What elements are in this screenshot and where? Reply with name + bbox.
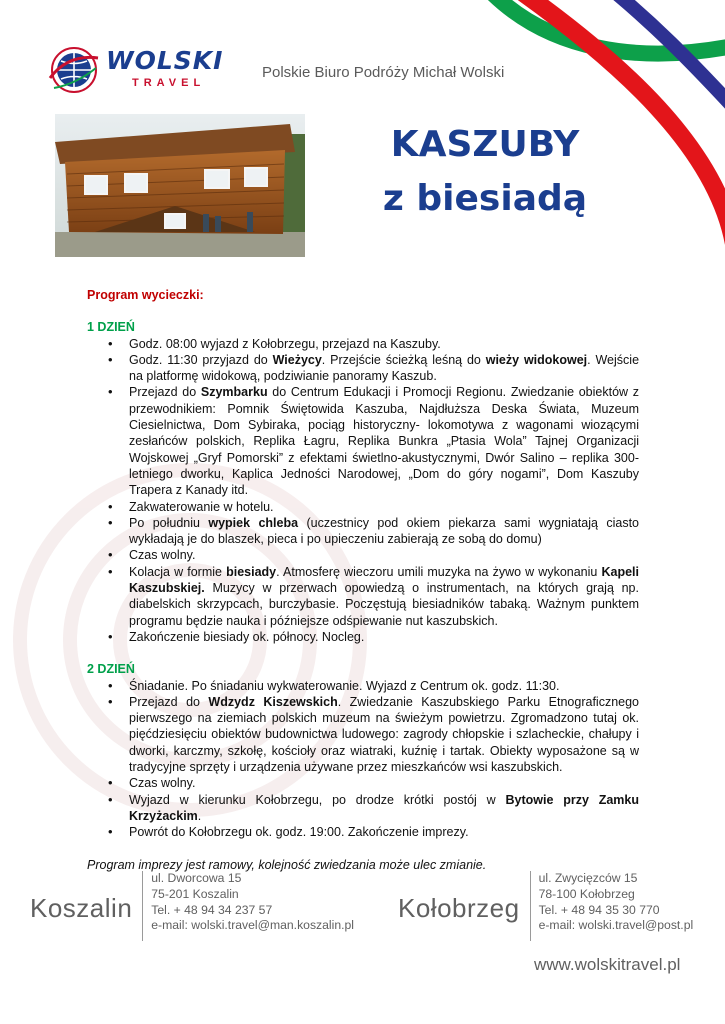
office-koszalin: [30, 871, 354, 941]
item-text: .: [197, 808, 202, 823]
program-content: [87, 287, 639, 873]
item-text: Muzycy w przerwach opowiedzą o instrumentach, na których grają np. diabelskich skrzypcach, burczybasie. Poczęstują biesiadników tabaką. Ważnym punktem programu będzie nauka i późniejsze odśpiewanie nut kaszubskich.: [129, 581, 639, 628]
trip-title: [300, 118, 670, 226]
agency-tagline: Polskie Biuro Podróży Michał Wolski: [262, 64, 505, 81]
globe-icon: [48, 44, 100, 96]
item-text: Śniadanie. Po śniadaniu wykwaterowanie. Wyjazd z Centrum ok. godz. 11:30.: [129, 678, 560, 693]
office-email: e-mail: wolski.travel@man.koszalin.pl: [151, 918, 354, 933]
day1-item: [87, 352, 639, 385]
day2-item: [87, 824, 639, 840]
item-text: do Centrum Edukacji i Promocji Regionu. Zwiedzanie obiektów z przewodnikiem: Pomnik Świętowida Kaszuba, Najdłuższa Deska Świata, Muzeum Ciesielnictwa, Dom Sybiraka, pociąg historyczny- lokomotywa z wagonami wiozącymi zesłańców polskich, Replika Łagru, Replika Bunkra „Ptasia Wola” Tajnej Organizacji Wojskowej „Gryf Pomorski” z efektami świetlno-akustycznymi, Dwór Salino – replika 300-letniego dworku, Kaplica Jedności Narodowej, „Dom do góry nogami”, Dom Kaszuby Trapera z Kanady itd.: [129, 385, 639, 498]
day1-item: [87, 629, 639, 645]
day1-heading: 1 DZIEŃ: [87, 320, 135, 335]
office-kolobrzeg: [398, 871, 693, 941]
bold-text: Bytowie przy Zamku Krzyżackim: [129, 792, 639, 823]
item-text: Przejazd do: [129, 385, 201, 400]
office-city: Kołobrzeg: [398, 893, 520, 923]
office-email: e-mail: wolski.travel@post.pl: [538, 918, 694, 933]
day2-heading: 2 DZIEŃ: [87, 662, 135, 677]
office-phone: Tel. + 48 94 35 30 770: [538, 902, 660, 917]
bold-text: biesiady: [226, 564, 277, 579]
bold-text: wypiek chleba: [208, 515, 299, 530]
item-text: Godz. 11:30 przyjazd do: [129, 352, 273, 367]
bold-text: Wdzydz Kiszewskich: [208, 694, 338, 709]
brand-logo: [48, 44, 238, 96]
item-text: . Wejście na platformę widokową, podziwianie panoramy Kaszub.: [129, 352, 640, 384]
bold-text: Szymbarku: [200, 385, 268, 400]
day1-item: [87, 384, 639, 498]
item-text: Po południu: [129, 515, 209, 530]
office-phone: Tel. + 48 94 34 237 57: [151, 902, 273, 917]
day2-item: [87, 792, 639, 825]
program-footnote: Program imprezy jest ramowy, kolejność zwiedzania może ulec zmianie.: [87, 857, 487, 872]
item-text: (uczestnicy pod okiem piekarza sami wygniatają ciasto wykładają je do blaszek, pieca i po upieczeniu zabierają ze sobą do domu): [129, 515, 639, 547]
office-address: [539, 871, 694, 934]
bold-text: Wieżycy: [272, 352, 322, 367]
office-street: ul. Zwycięzców 15: [538, 871, 638, 885]
office-postcode: 78-100 Kołobrzeg: [538, 886, 635, 901]
day1-item: [87, 499, 639, 515]
bold-text: wieży widokowej: [485, 352, 588, 367]
website-link[interactable]: www.wolskitravel.pl: [534, 955, 681, 974]
office-street: ul. Dworcowa 15: [151, 871, 242, 885]
office-divider: [530, 871, 531, 941]
item-text: Kolacja w formie: [129, 564, 227, 579]
item-text: . Zwiedzanie Kaszubskiego Parku Etnograficznego pierwszego na ziemiach polskich muzeum na świeżym powietrzu. Zgromadzono tutaj ok. pięćdziesięciu obiektów budownictwa ludowego: zagrody chłopskie i szlacheckie, chałupy i dworki, karczmy, szkołę, kościoły oraz wiatraki, kuźnię i tartak. Obiekty wyposażone są w tradycyjne sprzęty i urządzenia używane przez mieszkańców wsi kaszubskich.: [129, 694, 640, 775]
office-address: [151, 871, 354, 934]
logo-subtitle: TRAVEL: [132, 77, 206, 89]
day2-item: [87, 678, 639, 694]
day1-item: [87, 515, 639, 548]
item-text: Godz. 08:00 wyjazd z Kołobrzegu, przejazd na Kaszuby.: [129, 336, 441, 351]
office-city: Koszalin: [30, 893, 133, 923]
item-text: Zakończenie biesiady ok. północy. Nocleg.: [129, 629, 365, 644]
day1-list: [87, 336, 639, 646]
office-divider: [142, 871, 143, 941]
office-postcode: 75-201 Koszalin: [151, 886, 239, 901]
item-text: . Przejście ścieżką leśną do: [321, 352, 486, 367]
logo-wordmark: WOLSKI: [106, 46, 224, 75]
day2-item: [87, 775, 639, 791]
day2-item: [87, 694, 639, 775]
item-text: Powrót do Kołobrzegu ok. godz. 19:00. Zakończenie imprezy.: [129, 825, 469, 840]
day1-item: [87, 547, 639, 563]
program-heading: Program wycieczki:: [87, 288, 204, 302]
day1-item: [87, 564, 639, 629]
item-text: Wyjazd w kierunku Kołobrzegu, po drodze krótki postój w: [129, 792, 506, 807]
day2-list: [87, 678, 639, 841]
item-text: Czas wolny.: [129, 548, 196, 563]
item-text: Przejazd do: [129, 694, 209, 709]
item-text: . Atmosferę wieczoru umili muzyka na żywo w wykonaniu: [276, 564, 602, 579]
day1-item: [87, 336, 639, 352]
bold-text: Kapeli Kaszubskiej.: [129, 564, 639, 596]
trip-title-line1: KASZUBY: [390, 124, 580, 165]
item-text: Zakwaterowanie w hotelu.: [129, 499, 274, 514]
trip-title-line2: z biesiadą: [382, 178, 588, 219]
item-text: Czas wolny.: [129, 776, 196, 791]
upside-down-house-photo: [55, 114, 305, 257]
